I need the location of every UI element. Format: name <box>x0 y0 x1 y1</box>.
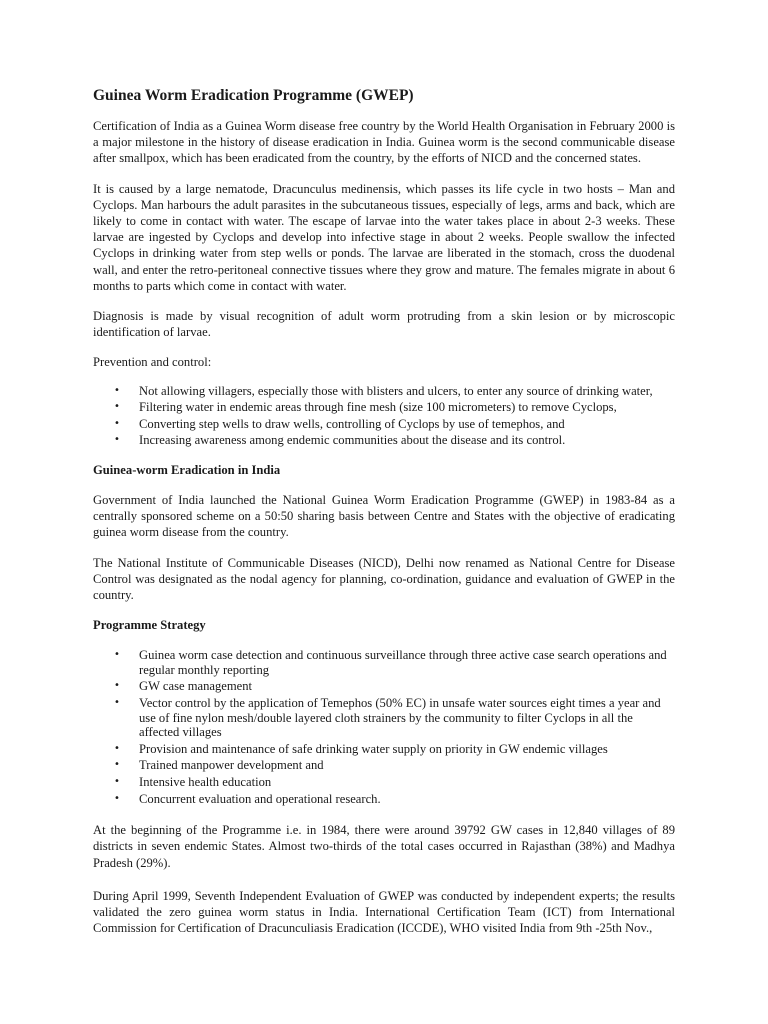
list-item: • Converting step wells to draw wells, controlling of Cyclops by use of temephos, and <box>93 417 675 432</box>
prevention-heading: Prevention and control: <box>93 355 212 370</box>
list-item: • Provision and maintenance of safe drinking water supply on priority in GW endemic villages <box>93 742 675 757</box>
list-item: • Increasing awareness among endemic communities about the disease and its control. <box>93 433 675 448</box>
prevention-list <box>93 384 675 448</box>
list-item: • GW case management <box>93 679 675 694</box>
intro-paragraph-diagnosis: Diagnosis is made by visual recognition of adult worm protruding from a skin lesion or by microscopic identification of larvae. <box>93 309 675 340</box>
list-item: • Guinea worm case detection and continuous surveillance through three active case search operations and regular monthly reporting <box>93 648 675 677</box>
list-item: • Intensive health education <box>93 775 675 790</box>
list-item: • Vector control by the application of Temephos (50% EC) in unsafe water sources eight times a year and use of fine nylon mesh/double layered cloth strainers by the community to filter Cyclops in all the affected villages <box>93 696 675 740</box>
end-paragraph-baseline: At the beginning of the Programme i.e. in 1984, there were around 39792 GW cases in 12,840 villages of 89 districts in seven endemic States. Almost two-thirds of the total cases occurred in Rajasthan (38%) and Madhya Pradesh (29%). <box>93 823 675 870</box>
list-item: • Filtering water in endemic areas through fine mesh (size 100 micrometers) to remove Cyclops, <box>93 400 675 415</box>
india-paragraph-launch: Government of India launched the National Guinea Worm Eradication Programme (GWEP) in 1983-84 as a centrally sponsored scheme on a 50:50 sharing basis between Centre and States with the objective of eradicating guinea worm disease from the country. <box>93 493 675 540</box>
intro-paragraph-certification: Certification of India as a Guinea Worm disease free country by the World Health Organisation in February 2000 is a major milestone in the history of disease eradication in India. Guinea worm is the second communicable disease after smallpox, which has been eradicated from the country, by the efforts of NICD and the concerned states. <box>93 119 675 166</box>
list-item: • Concurrent evaluation and operational research. <box>93 792 675 807</box>
section-heading-strategy: Programme Strategy <box>93 618 206 633</box>
list-item: • Trained manpower development and <box>93 758 675 773</box>
strategy-list <box>93 648 675 806</box>
end-paragraph-evaluation: During April 1999, Seventh Independent Evaluation of GWEP was conducted by independent experts; the results validated the zero guinea worm status in India. International Certification Team (ICT) from International Commission for Certification of Dracunculiasis Eradication (ICCDE), WHO visited India from 9th -25th Nov., <box>93 888 675 936</box>
document-title: Guinea Worm Eradication Programme (GWEP) <box>93 87 414 104</box>
india-paragraph-nicd: The National Institute of Communicable Diseases (NICD), Delhi now renamed as National Centre for Disease Control was designated as the nodal agency for planning, co-ordination, guidance and evaluation of GWEP in the country. <box>93 555 675 603</box>
intro-paragraph-life-cycle: It is caused by a large nematode, Dracunculus medinensis, which passes its life cycle in two hosts – Man and Cyclops. Man harbours the adult parasites in the subcutaneous tissues, especially of legs, arms and back, which are likely to come in contact with water. The escape of larvae into the water takes place in about 2-3 weeks. These larvae are ingested by Cyclops and develop into infective stage in about 2 weeks. People swallow the infected Cyclops in drinking water from step wells or ponds. The larvae are liberated in the stomach, cross the duodenal wall, and enter the retro-peritoneal connective tissues where they grow and mature. The females migrate in about 6 months to parts which come in contact with water. <box>93 181 675 293</box>
section-heading-india: Guinea-worm Eradication in India <box>93 463 281 478</box>
list-item: • Not allowing villagers, especially those with blisters and ulcers, to enter any source of drinking water, <box>93 384 675 399</box>
